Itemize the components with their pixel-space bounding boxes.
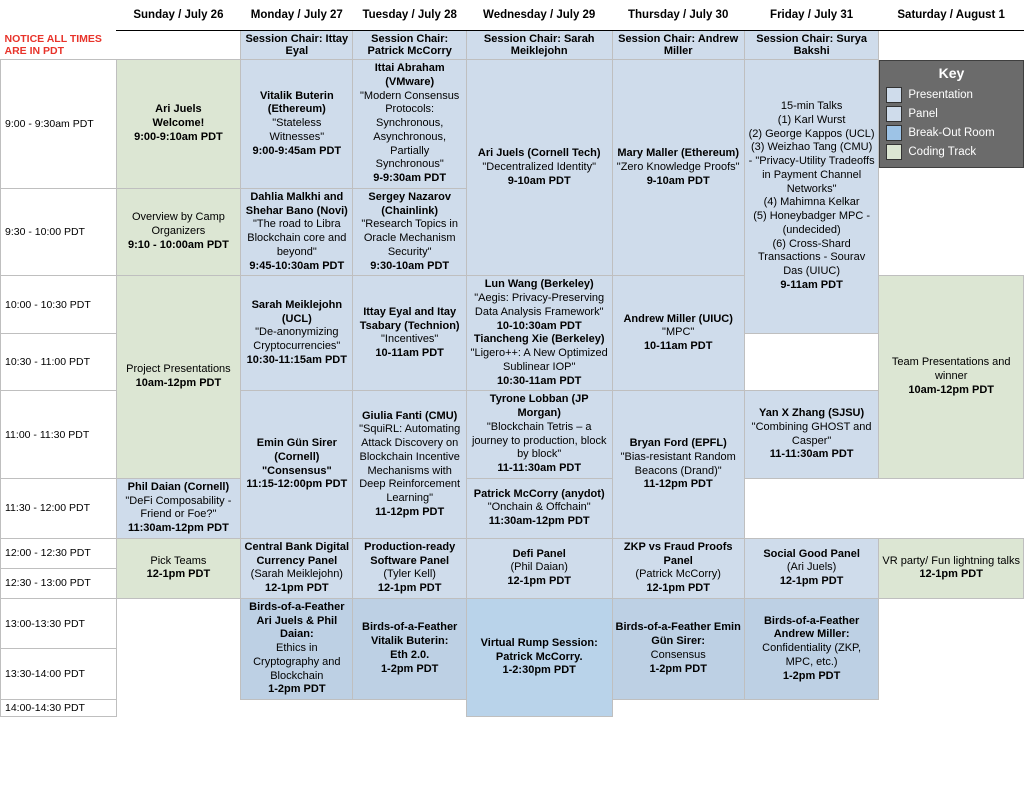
wed-lun-l5: "Ligero++: A New Optimized Sublinear IOP" [470, 347, 608, 373]
session-wed-zkp-talks[interactable] [466, 276, 612, 391]
fri-panel-l2: (Ari Juels) [786, 561, 837, 574]
key-label-breakout: Break-Out Room [908, 126, 995, 139]
tue-bof-l3: 1-2pm PDT [380, 662, 439, 675]
key-item-presentation [886, 87, 1016, 103]
chair-sunday [116, 31, 241, 60]
sun-overview-l1: Overview by Camp Organizers [131, 211, 225, 238]
thu-andrew-l1: Andrew Miller (UIUC) [623, 312, 733, 325]
wed-lun-l1: Lun Wang (Berkeley) [484, 278, 594, 291]
header-wednesday: Wednesday / July 29 [466, 0, 612, 31]
session-sat-vr[interactable] [879, 538, 1024, 598]
chair-friday: Session Chair: Surya Bakshi [744, 31, 879, 60]
fri-patrick-l1: Patrick McCorry (anydot) [473, 487, 605, 500]
chair-wednesday: Session Chair: Sarah Meiklejohn [466, 31, 612, 60]
fri-bof-l2: Confidentiality (ZKP, MPC, etc.) [762, 642, 862, 668]
session-thu-andrew[interactable] [612, 276, 744, 391]
wed-lun-l2: "Aegis: Privacy-Preserving Data Analysis Framework" [474, 292, 605, 318]
sat-team-l1: Team Presentations and winner [891, 356, 1011, 383]
tue-giulia-l1: Giulia Fanti (CMU) [362, 409, 458, 422]
thu-bof-l3: 1-2pm PDT [649, 662, 707, 675]
mon-empty-1400 [241, 700, 353, 717]
fri-talks-l4: (3) Weizhao Tang (CMU) - "Privacy-Utility Tradeoffs in Payment Channel Networks" [748, 141, 875, 195]
fri-panel-l3: 12-1pm PDT [779, 575, 844, 588]
session-mon-emin[interactable] [241, 391, 353, 539]
session-wed-tyrone[interactable] [466, 391, 612, 479]
time-1200: 12:00 - 12:30 PDT [1, 538, 117, 568]
tue-panel-l1: Production-ready Software Panel [364, 540, 456, 567]
session-tue-giulia[interactable] [353, 391, 466, 539]
session-fri-patrick[interactable] [466, 478, 612, 538]
sat-vr-l2: 12-1pm PDT [919, 568, 983, 581]
sun-pick-l1: Pick Teams [150, 554, 207, 567]
thu-mary-l2: "Zero Knowledge Proofs" [616, 160, 740, 173]
sun-project-l2: 10am-12pm PDT [135, 377, 222, 389]
time-1230: 12:30 - 13:00 PDT [1, 568, 117, 598]
time-1100: 11:00 - 11:30 PDT [1, 391, 117, 479]
thu-empty-1400 [612, 700, 744, 717]
timezone-notice: NOTICE ALL TIMES ARE IN PDT [4, 32, 102, 57]
session-thu-panel[interactable] [612, 538, 744, 598]
chair-saturday [879, 31, 1024, 60]
session-wed-ari[interactable] [466, 60, 612, 276]
sun-ari-l3: 9:00-9:10am PDT [134, 130, 223, 143]
key-cell [879, 60, 1024, 276]
tue-empty-1400 [353, 700, 466, 717]
tue-ittai-l3: 9-9:30am PDT [373, 172, 447, 184]
tue-ittai-l1: Ittai Abraham (VMware) [374, 62, 445, 88]
session-wed-panel[interactable] [466, 538, 612, 598]
session-sun-overview[interactable] [116, 188, 241, 276]
session-mon-vitalik[interactable] [241, 60, 353, 189]
row-1200 [1, 538, 1024, 568]
key-title: Key [938, 64, 965, 81]
row-1300 [1, 598, 1024, 649]
fri-panel-l1: Social Good Panel [763, 547, 860, 560]
row-0900 [1, 60, 1024, 189]
fri-talks-l3: (2) George Kappos (UCL) [748, 127, 875, 140]
tue-giulia-l3: 11-12pm PDT [375, 505, 445, 518]
time-1030: 10:30 - 11:00 PDT [1, 333, 117, 391]
tue-ittay-l1: Ittay Eyal and Itay Tsabary (Technion) [359, 305, 460, 332]
thu-panel-l3: 12-1pm PDT [646, 582, 710, 594]
session-tue-panel[interactable] [353, 538, 466, 598]
wed-phil-l3: 11:30am-12pm PDT [127, 522, 229, 534]
sun-project-l1: Project Presentations [126, 363, 231, 376]
sun-pick-l2: 12-1pm PDT [146, 568, 211, 581]
thu-andrew-l2: "MPC" [662, 326, 695, 339]
sun-empty-afternoon [116, 598, 241, 716]
key-label-panel: Panel [908, 107, 938, 120]
wed-phil-l1: Phil Daian (Cornell) [127, 480, 230, 493]
fri-talks-l5: (4) Mahimna Kelkar [763, 196, 860, 209]
thu-andrew-l3: 10-11am PDT [643, 340, 713, 353]
fri-talks-l7: (6) Cross-Shard Transactions - Sourav Das (UIUC) [758, 237, 866, 278]
fri-yan-l2: "Combining GHOST and Casper" [751, 420, 872, 447]
wed-ari-l2: "Decentralized Identity" [482, 160, 596, 173]
session-wed-phil[interactable] [116, 478, 241, 538]
mon-dahlia-l1: Dahlia Malkhi and Shehar Bano (Novi) [245, 190, 348, 217]
key-swatch-breakout-icon [886, 125, 902, 141]
tue-ittay-l3: 10-11am PDT [375, 347, 444, 359]
sat-empty-afternoon [879, 598, 1024, 716]
session-fri-bof[interactable] [744, 598, 879, 699]
tue-panel-l2: (Tyler Kell) [383, 568, 436, 581]
fri-patrick-l3: 11:30am-12pm PDT [488, 515, 590, 528]
chair-tuesday: Session Chair: Patrick McCorry [353, 31, 466, 60]
key-swatch-panel-icon [886, 106, 902, 122]
thu-panel-l1: ZKP vs Fraud Proofs Panel [623, 540, 733, 567]
fri-patrick-l2: "Onchain & Offchain" [487, 501, 591, 514]
wed-phil-l2: "DeFi Composability - Friend or Foe?" [125, 494, 232, 521]
tue-sergey-l2: "Research Topics in Oracle Mechanism Security" [361, 218, 458, 258]
mon-panel-l1: Central Bank Digital Currency Panel [244, 540, 350, 567]
mon-dahlia-l2: "The road to Libra Blockchain core and beyond" [247, 218, 347, 258]
tue-giulia-l2: "SquiRL: Automating Attack Discovery on Blockchain Incentive Mechanisms with Deep Reinforcement Learning" [359, 423, 461, 504]
sun-ari-l2: Welcome! [152, 117, 205, 129]
thu-bof-l2: Consensus [650, 648, 706, 661]
sat-team-l2: 10am-12pm PDT [908, 383, 994, 396]
session-mon-panel[interactable] [241, 538, 353, 598]
session-thu-mary[interactable] [612, 60, 744, 276]
time-0900: 9:00 - 9:30am PDT [1, 60, 117, 189]
session-sun-project[interactable] [116, 276, 241, 479]
wed-lun-l6: 10:30-11am PDT [497, 374, 582, 387]
wed-tyrone-l1: Tyrone Lobban (JP Morgan) [489, 393, 589, 419]
wed-panel-l1: Defi Panel [512, 547, 566, 560]
thu-bof-l1: Birds-of-a-Feather Emin Gün Sirer: [615, 621, 741, 648]
session-wed-rump[interactable] [466, 598, 612, 716]
mon-bof-l1: Birds-of-a-Feather Ari Juels & Phil Daian: [249, 600, 345, 641]
mon-vitalik-l2: "Stateless Witnesses" [269, 117, 325, 143]
mon-bof-l2: Ethics in Cryptography and Blockchain [253, 642, 341, 682]
tue-bof-l2: Eth 2.0. [390, 648, 430, 661]
mon-emin-l2: "Consensus" [261, 464, 332, 477]
time-1400: 14:00-14:30 PDT [1, 700, 117, 717]
session-mon-bof[interactable] [241, 598, 353, 699]
wed-lun-l4: Tiancheng Xie (Berkeley) [473, 333, 605, 346]
key-box [879, 60, 1023, 168]
mon-bof-l3: 1-2pm PDT [268, 683, 326, 696]
thu-panel-l2: (Patrick McCorry) [635, 568, 721, 581]
sun-overview-l2: 9:10 - 10:00am PDT [127, 238, 229, 251]
header-saturday: Saturday / August 1 [879, 0, 1024, 31]
session-sat-team[interactable] [879, 276, 1024, 479]
session-tue-sergey[interactable] [353, 188, 466, 276]
wed-lun-l3: 10-10:30am PDT [496, 319, 582, 332]
wed-rump-l2: 1-2:30pm PDT [502, 664, 576, 677]
row-1130 [1, 478, 1024, 538]
key-item-coding [886, 144, 1016, 160]
header-row [1, 0, 1024, 31]
session-sun-pick[interactable] [116, 538, 241, 598]
thu-bryan-l2: "Bias-resistant Random Beacons (Drand)" [620, 450, 736, 477]
sat-vr-l1: VR party/ Fun lightning talks [882, 554, 1020, 567]
wed-rump-l1: Virtual Rump Session: Patrick McCorry. [480, 636, 598, 663]
tue-panel-l3: 12-1pm PDT [377, 582, 442, 594]
fri-bof-l1: Birds-of-a-Feather Andrew Miller: [763, 614, 860, 641]
session-thu-bof[interactable] [612, 598, 744, 699]
chair-monday: Session Chair: Ittay Eyal [241, 31, 353, 60]
tue-sergey-l1: Sergey Nazarov (Chainlink) [368, 190, 451, 217]
key-swatch-coding-icon [886, 144, 902, 160]
mon-emin-l1: Emin Gün Sirer (Cornell) [256, 437, 337, 463]
thu-bryan-l1: Bryan Ford (EPFL) [629, 437, 727, 449]
key-swatch-presentation-icon [886, 87, 902, 103]
key-label-coding: Coding Track [908, 145, 977, 158]
tue-ittay-l2: "Incentives" [381, 333, 439, 346]
chair-row [1, 31, 1024, 60]
fri-bof-l3: 1-2pm PDT [782, 669, 841, 682]
wed-ari-l3: 9-10am PDT [507, 174, 571, 187]
fri-yan-l3: 11-11:30am PDT [769, 448, 854, 461]
time-1000: 10:00 - 10:30 PDT [1, 276, 117, 334]
thu-bryan-l3: 11-12pm PDT [643, 478, 713, 491]
chair-thursday: Session Chair: Andrew Miller [612, 31, 744, 60]
mon-sarah-l3: 10:30-11:15am PDT [246, 353, 347, 366]
thu-mary-l3: 9-10am PDT [646, 174, 710, 187]
sun-ari-l1: Ari Juels [155, 103, 202, 116]
session-fri-panel[interactable] [744, 538, 879, 598]
tue-ittai-l2: "Modern Consensus Protocols: Synchronous, Asynchronous, Partially Synchronous" [360, 89, 460, 171]
fri-talks-l1: 15-min Talks [780, 100, 843, 113]
header-sunday: Sunday / July 26 [116, 0, 241, 31]
session-sun-ari[interactable] [116, 60, 241, 189]
mon-emin-l3: 11:15-12:00pm PDT [246, 478, 348, 491]
session-fri-yan[interactable] [744, 391, 879, 479]
tue-sergey-l3: 9:30-10am PDT [370, 259, 450, 272]
wed-panel-l2: (Phil Daian) [510, 561, 568, 574]
wed-ari-l1: Ari Juels (Cornell Tech) [477, 147, 601, 159]
session-tue-bof[interactable] [353, 598, 466, 699]
mon-panel-l3: 12-1pm PDT [265, 582, 329, 594]
session-mon-sarah[interactable] [241, 276, 353, 391]
key-item-breakout [886, 125, 1016, 141]
session-thu-bryan[interactable] [612, 391, 744, 539]
thu-mary-l1: Mary Maller (Ethereum) [617, 147, 740, 159]
time-1300: 13:00-13:30 PDT [1, 598, 117, 649]
session-tue-ittay[interactable] [353, 276, 466, 391]
fri-talks-l6: (5) Honeybadger MPC - (undecided) [753, 210, 870, 236]
mon-dahlia-l3: 9:45-10:30am PDT [249, 259, 345, 272]
header-thursday: Thursday / July 30 [612, 0, 744, 31]
fri-talks-l8: 9-11am PDT [780, 278, 843, 291]
tue-bof-l1: Birds-of-a-Feather Vitalik Buterin: [362, 621, 458, 648]
session-mon-dahlia[interactable] [241, 188, 353, 276]
mon-sarah-l2: "De-anonymizing Cryptocurrencies" [253, 326, 341, 353]
fri-empty-1400 [744, 700, 879, 717]
key-label-presentation: Presentation [908, 88, 973, 101]
header-blank [1, 0, 117, 31]
time-0930: 9:30 - 10:00 PDT [1, 188, 117, 276]
header-monday: Monday / July 27 [241, 0, 353, 31]
key-item-panel [886, 106, 1016, 122]
time-1330: 13:30-14:00 PDT [1, 649, 117, 700]
wed-panel-l3: 12-1pm PDT [507, 575, 571, 588]
wed-tyrone-l2: "Blockchain Tetris – a journey to production, block by block" [471, 420, 607, 461]
wed-tyrone-l3: 11-11:30am PDT [497, 462, 582, 474]
mon-vitalik-l3: 9:00-9:45am PDT [252, 144, 342, 157]
time-1130: 11:30 - 12:00 PDT [1, 478, 117, 538]
mon-panel-l2: (Sarah Meiklejohn) [250, 568, 343, 581]
header-tuesday: Tuesday / July 28 [353, 0, 466, 31]
fri-talks-l2: (1) Karl Wurst [777, 113, 846, 126]
session-tue-ittai[interactable] [353, 60, 466, 189]
mon-vitalik-l1: Vitalik Buterin (Ethereum) [259, 89, 334, 116]
session-fri-talks[interactable] [744, 60, 879, 334]
mon-sarah-l1: Sarah Meiklejohn (UCL) [251, 298, 343, 325]
header-friday: Friday / July 31 [744, 0, 879, 31]
fri-yan-l1: Yan X Zhang (SJSU) [759, 407, 865, 419]
